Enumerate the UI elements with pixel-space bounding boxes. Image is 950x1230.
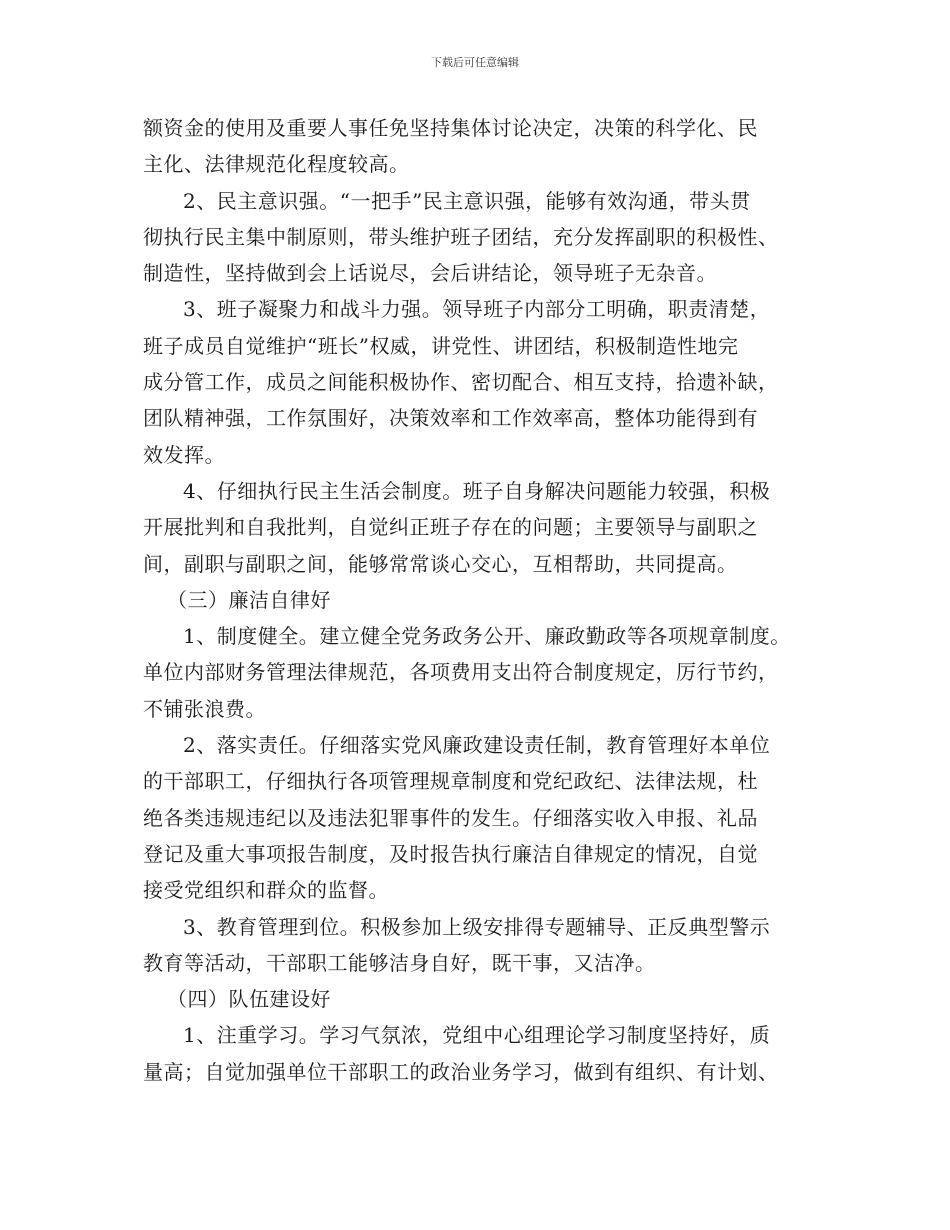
text-line: 2、民主意识强。“一把手”民主意识强，能够有效沟通，带头贯	[183, 188, 751, 213]
text-line: 4、仔细执行民主生活会制度。班子自身解决问题能力较强，积极	[183, 478, 771, 503]
text-line: 间，副职与副职之间，能够常常谈心交心，互相帮助，共同提高。	[143, 551, 738, 576]
text-line: 的干部职工，仔细执行各项管理规章制度和党纪政纪、法律法规，杜	[143, 769, 758, 794]
text-line: 主化、法律规范化程度较高。	[143, 152, 410, 177]
text-line: 登记及重大事项报告制度，及时报告执行廉洁自律规定的情况，自觉	[143, 841, 758, 866]
text-line: 制造性，坚持做到会上话说尽，会后讲结论，领导班子无杂音。	[143, 261, 717, 286]
text-line: 1、注重学习。学习气氛浓，党组中心组理论学习制度坚持好，质	[183, 1023, 771, 1048]
text-line: 成分管工作，成员之间能积极协作、密切配合、相互支持，拾遗补缺，	[143, 370, 779, 395]
text-line: 2、落实责任。仔细落实党风廉政建设责任制，教育管理好本单位	[183, 733, 771, 758]
text-line: 不铺张浪费。	[143, 696, 266, 721]
text-line: 教育等活动，干部职工能够洁身自好，既干事，又洁净。	[143, 950, 656, 975]
text-line: 效发挥。	[143, 442, 225, 467]
document-body	[143, 110, 823, 1090]
text-line: 单位内部财务管理法律规范，各项费用支出符合制度规定，厉行节约，	[143, 660, 779, 685]
text-line: 3、班子凝聚力和战斗力强。领导班子内部分工明确，职责清楚，	[183, 297, 771, 322]
text-line: 班子成员自觉维护“班长”权威，讲党性、讲团结，积极制造性地完	[143, 333, 739, 358]
text-line: 接受党组织和群众的监督。	[143, 878, 389, 903]
text-line: 量高；自觉加强单位干部职工的政治业务学习，做到有组织、有计划、	[143, 1059, 779, 1084]
section-heading: （三）廉洁自律好	[167, 587, 331, 612]
text-line: 团队精神强，工作氛围好，决策效率和工作效率高，整体功能得到有	[143, 406, 758, 431]
page-header: 下载后可任意编辑	[431, 56, 519, 69]
text-line: 3、教育管理到位。积极参加上级安排得专题辅导、正反典型警示	[183, 914, 771, 939]
section-heading: （四）队伍建设好	[167, 987, 331, 1012]
text-line: 绝各类违规违纪以及违法犯罪事件的发生。仔细落实收入申报、礼品	[143, 805, 758, 830]
text-line: 彻执行民主集中制原则，带头维护班子团结，充分发挥副职的积极性、	[143, 224, 779, 249]
text-line: 开展批判和自我批判，自觉纠正班子存在的问题；主要领导与副职之	[143, 515, 758, 540]
text-line: 额资金的使用及重要人事任免坚持集体讨论决定，决策的科学化、民	[143, 116, 758, 140]
text-line: 1、制度健全。建立健全党务政务公开、廉政勤政等各项规章制度。	[183, 624, 791, 649]
